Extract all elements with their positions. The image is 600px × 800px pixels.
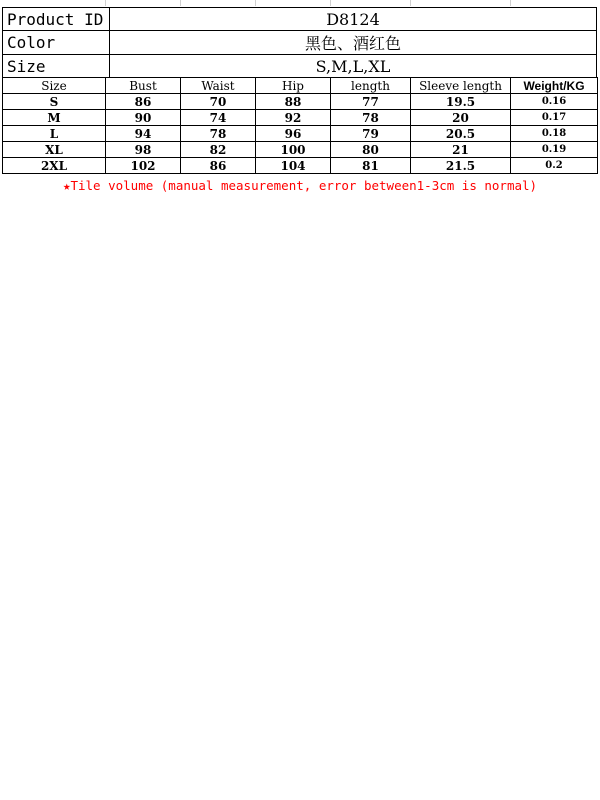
table-row bbox=[3, 142, 598, 158]
size-row bbox=[3, 55, 597, 78]
column-guide bbox=[510, 0, 511, 6]
star-icon: ★ bbox=[62, 178, 71, 193]
table-cell: 0.17 bbox=[511, 110, 598, 126]
color-row bbox=[3, 31, 597, 55]
product-info-table bbox=[2, 7, 597, 78]
table-cell: 102 bbox=[106, 158, 181, 174]
measurement-note-text: Tile volume (manual measurement, error between1-3cm is normal) bbox=[70, 178, 538, 193]
column-header: Bust bbox=[106, 78, 181, 94]
table-cell: 104 bbox=[256, 158, 331, 174]
product-id-label: Product ID bbox=[3, 8, 110, 31]
table-cell: M bbox=[3, 110, 106, 126]
table-cell: S bbox=[3, 94, 106, 110]
table-cell: 74 bbox=[181, 110, 256, 126]
table-cell: 20 bbox=[411, 110, 511, 126]
table-cell: 0.19 bbox=[511, 142, 598, 158]
table-cell: 78 bbox=[181, 126, 256, 142]
table-cell: 20.5 bbox=[411, 126, 511, 142]
table-row bbox=[3, 126, 598, 142]
table-cell: 21 bbox=[411, 142, 511, 158]
table-cell: 79 bbox=[331, 126, 411, 142]
table-cell: 86 bbox=[106, 94, 181, 110]
table-cell: 0.18 bbox=[511, 126, 598, 142]
product-id-value: D8124 bbox=[110, 8, 597, 31]
table-cell: 90 bbox=[106, 110, 181, 126]
column-guide bbox=[330, 0, 331, 6]
table-cell: XL bbox=[3, 142, 106, 158]
table-cell: 0.2 bbox=[511, 158, 598, 174]
column-guide bbox=[180, 0, 181, 6]
table-cell: 88 bbox=[256, 94, 331, 110]
table-cell: 100 bbox=[256, 142, 331, 158]
table-row bbox=[3, 158, 598, 174]
measurement-note bbox=[0, 178, 600, 193]
size-label: Size bbox=[3, 55, 110, 78]
column-guide bbox=[255, 0, 256, 6]
column-header: length bbox=[331, 78, 411, 94]
table-cell: 82 bbox=[181, 142, 256, 158]
table-row bbox=[3, 94, 598, 110]
column-header: Sleeve length bbox=[411, 78, 511, 94]
table-cell: 86 bbox=[181, 158, 256, 174]
table-row bbox=[3, 110, 598, 126]
table-cell: 94 bbox=[106, 126, 181, 142]
column-guide bbox=[410, 0, 411, 6]
column-header: Weight/KG bbox=[511, 78, 598, 94]
column-header: Size bbox=[3, 78, 106, 94]
table-cell: 70 bbox=[181, 94, 256, 110]
table-cell: 92 bbox=[256, 110, 331, 126]
color-value: 黑色、酒红色 bbox=[110, 31, 597, 55]
column-header: Waist bbox=[181, 78, 256, 94]
size-measurement-table bbox=[2, 77, 598, 174]
table-cell: 2XL bbox=[3, 158, 106, 174]
table-cell: 77 bbox=[331, 94, 411, 110]
table-cell: 78 bbox=[331, 110, 411, 126]
table-cell: 0.16 bbox=[511, 94, 598, 110]
table-cell: 21.5 bbox=[411, 158, 511, 174]
column-guide bbox=[105, 0, 106, 6]
table-cell: 96 bbox=[256, 126, 331, 142]
table-cell: 98 bbox=[106, 142, 181, 158]
product-id-row bbox=[3, 8, 597, 31]
table-cell: 19.5 bbox=[411, 94, 511, 110]
table-cell: L bbox=[3, 126, 106, 142]
color-label: Color bbox=[3, 31, 110, 55]
column-header: Hip bbox=[256, 78, 331, 94]
table-cell: 81 bbox=[331, 158, 411, 174]
table-header-row bbox=[3, 78, 598, 94]
table-cell: 80 bbox=[331, 142, 411, 158]
size-value: S,M,L,XL bbox=[110, 55, 597, 78]
